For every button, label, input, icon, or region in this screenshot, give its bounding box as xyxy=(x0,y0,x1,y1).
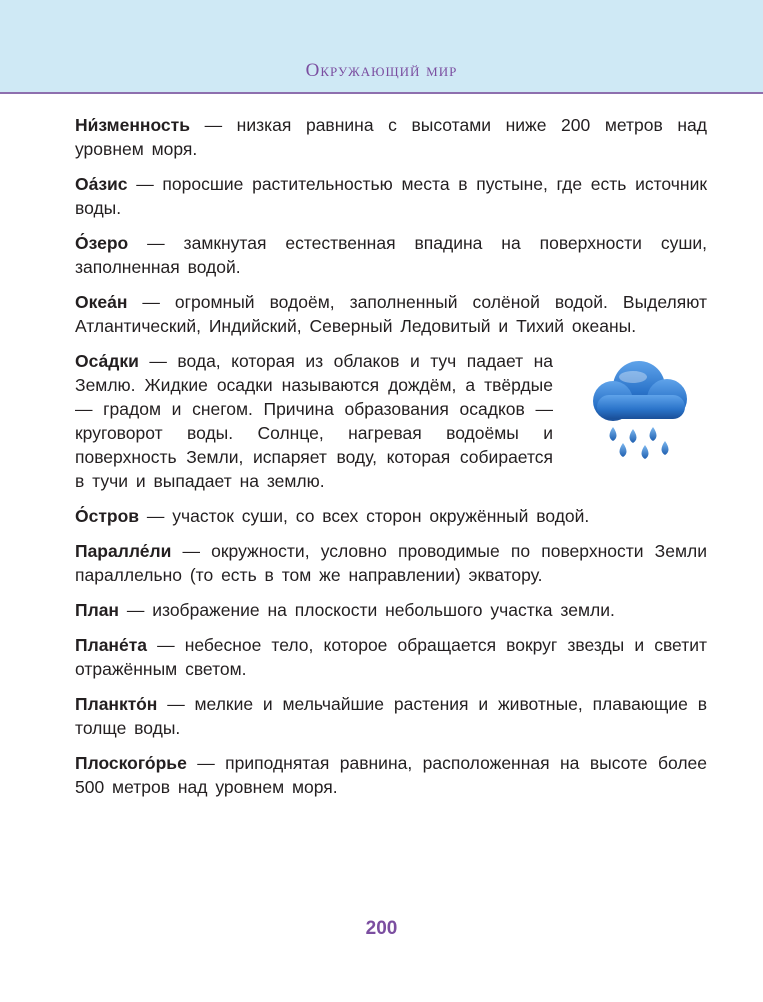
rain-cloud-icon xyxy=(567,349,707,467)
glossary-entry xyxy=(75,172,707,220)
glossary-entry xyxy=(75,598,707,622)
glossary-term: Плоского́рье xyxy=(75,753,187,773)
glossary-definition: — мелкие и мельчайшие растения и животные, плавающие в толще воды. xyxy=(75,694,707,738)
glossary-term: О́зеро xyxy=(75,233,129,253)
glossary-entry xyxy=(75,751,707,799)
page-number: 200 xyxy=(365,918,398,939)
glossary-entry xyxy=(75,539,707,587)
glossary-entry xyxy=(75,113,707,161)
glossary-entry xyxy=(75,231,707,279)
glossary-entry xyxy=(75,633,707,681)
page-header xyxy=(0,0,763,94)
glossary-definition: — вода, которая из облаков и туч падает на Землю. Жидкие осадки называются дождём, а твёрдые — градом и снегом. Причина образования осадков — круговорот воды. Солнце, нагревая водоёмы и поверхность Земли, испаряет воду, которая собирается в тучи и выпадает на землю. xyxy=(75,351,553,491)
glossary-definition: — поросшие растительностью места в пустыне, где есть источник воды. xyxy=(75,174,707,218)
glossary-entry xyxy=(75,504,707,528)
glossary-entry xyxy=(75,349,707,493)
glossary-definition: — замкнутая естественная впадина на поверхности суши, заполненная водой. xyxy=(75,233,707,277)
glossary-term: О́стров xyxy=(75,506,140,526)
glossary-definition: — низкая равнина с высотами ниже 200 метров над уровнем моря. xyxy=(75,115,707,159)
glossary-definition: — огромный водоём, заполненный солёной водой. Выделяют Атлантический, Индийский, Северный Ледовитый и Тихий океаны. xyxy=(75,292,707,336)
glossary-term: Оа́зис xyxy=(75,174,128,194)
glossary-term: Планкто́н xyxy=(75,694,158,714)
glossary-term: Ни́зменность xyxy=(75,115,190,135)
section-title: Окружающий мир xyxy=(305,60,458,81)
rain-cloud-illustration xyxy=(567,349,719,467)
glossary-term: Паралле́ли xyxy=(75,541,172,561)
glossary-term: Оса́дки xyxy=(75,351,139,371)
glossary-term: Плане́та xyxy=(75,635,148,655)
glossary-definition: — участок суши, со всех сторон окружённый водой. xyxy=(139,506,590,526)
glossary xyxy=(75,113,707,810)
glossary-definition: — небесное тело, которое обращается вокруг звезды и светит отражённым светом. xyxy=(75,635,707,679)
glossary-entry xyxy=(75,290,707,338)
glossary-entry xyxy=(75,692,707,740)
glossary-term: Океа́н xyxy=(75,292,128,312)
glossary-definition: — приподнятая равнина, расположенная на высоте более 500 метров над уровнем моря. xyxy=(75,753,707,797)
glossary-term: План xyxy=(75,600,119,620)
glossary-definition: — окружности, условно проводимые по поверхности Земли параллельно (то есть в том же направлении) экватору. xyxy=(75,541,707,585)
glossary-definition: — изображение на плоскости небольшого участка земли. xyxy=(119,600,615,620)
